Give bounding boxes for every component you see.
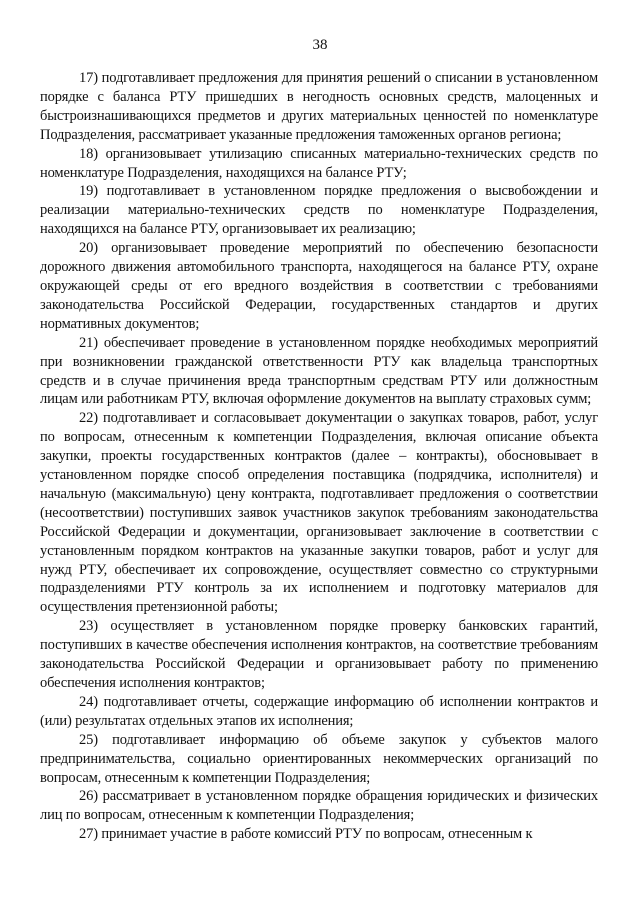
- item-number: 20): [79, 240, 98, 257]
- item-text: осуществляет в установленном порядке проверку банковских гарантий, поступивших в качестве обеспечения исполнения контрактов, на соответствие требованиям законодательства Российской Федерации и организовывает работу по применению обеспечения исполнения контрактов;: [40, 618, 598, 691]
- list-item-23: [40, 617, 598, 693]
- list-item-24: [40, 693, 598, 731]
- item-text: подготавливает в установленном порядке предложения о высвобождении и реализации материально-технических средств по номенклатуре Подразделения, находящихся на балансе РТУ, организовывает их реализацию;: [40, 183, 598, 238]
- page-number: 38: [312, 37, 328, 53]
- item-text: обеспечивает проведение в установленном порядке необходимых мероприятий при возникновении гражданской ответственности РТУ как владельца транспортных средств и в случае причинения вреда транспортным средствам РТУ или должностным лицам или работникам РТУ, включая оформление документов на выплату страховых сумм;: [40, 334, 598, 408]
- item-text: рассматривает в установленном порядке обращения юридических и физических лиц по вопросам, отнесенным к компетенции Подразделения;: [40, 788, 598, 824]
- list-item-25: [40, 731, 598, 788]
- list-item-27: [40, 825, 598, 844]
- list-item-26: [40, 787, 598, 825]
- item-number: 18): [79, 145, 98, 162]
- document-body: [40, 69, 598, 844]
- item-number: 22): [79, 410, 98, 427]
- item-text: подготавливает информацию об объеме закупок у субъектов малого предпринимательства, социально ориентированных некоммерческих организаций по вопросам, отнесенным к компетенции Подразделения;: [40, 731, 598, 786]
- item-text: организовывает проведение мероприятий по обеспечению безопасности дорожного движения автомобильного транспорта, находящегося на балансе РТУ, охране окружающей среды от его вредного воздействия в соответствии с требованиями законодательства Российской Федерации, государственных стандартов и других нормативных документов;: [40, 240, 598, 332]
- item-number: 25): [79, 731, 98, 748]
- list-item-17: [40, 69, 598, 145]
- item-text: организовывает утилизацию списанных материально-технических средств по номенклатуре Подразделения, находящихся на балансе РТУ;: [40, 145, 598, 181]
- item-text: подготавливает и согласовывает документации о закупках товаров, работ, услуг по вопросам, отнесенным к компетенции Подразделения, включая описание объекта закупки, проекты государственных контрактов (далее – контракты), обосновывает в установленном порядке способ определения поставщика (подрядчика, исполнителя) и начальную (максимальную) цену контракта, подготавливает предложения о соответствии (несоответствии) поступивших заявок участников закупок требованиям законодательства Российской Федерации и документации, организовывает заключение в соответствии с установленным порядком контрактов на указанные закупки товаров, работ и услуг для нужд РТУ, обеспечивает их сопровождение, осуществляет совместно со структурными подразделениями РТУ контроль за их исполнением и подготовку материалов для осуществления претензионной работы;: [40, 410, 598, 616]
- item-number: 21): [79, 334, 98, 351]
- item-number: 23): [79, 618, 98, 635]
- list-item-21: [40, 334, 598, 410]
- item-number: 26): [79, 788, 98, 805]
- item-text: принимает участие в работе комиссий РТУ по вопросам, отнесенным к: [101, 826, 533, 843]
- item-number: 19): [79, 183, 98, 200]
- list-item-19: [40, 182, 598, 239]
- list-item-22: [40, 409, 598, 617]
- list-item-20: [40, 239, 598, 334]
- item-number: 17): [79, 70, 98, 86]
- item-text: подготавливает предложения для принятия решений о списании в установленном порядке с баланса РТУ пришедших в негодность основных средств, малоценных и быстроизнашивающихся предметов и других материальных ценностей по номенклатуре Подразделения, рассматривает указанные предложения таможенных органов региона;: [40, 70, 598, 143]
- list-item-18: [40, 145, 598, 183]
- item-number: 27): [79, 826, 98, 843]
- item-number: 24): [79, 693, 98, 710]
- item-text: подготавливает отчеты, содержащие информацию об исполнении контрактов и (или) результатах отдельных этапов их исполнения;: [40, 693, 598, 729]
